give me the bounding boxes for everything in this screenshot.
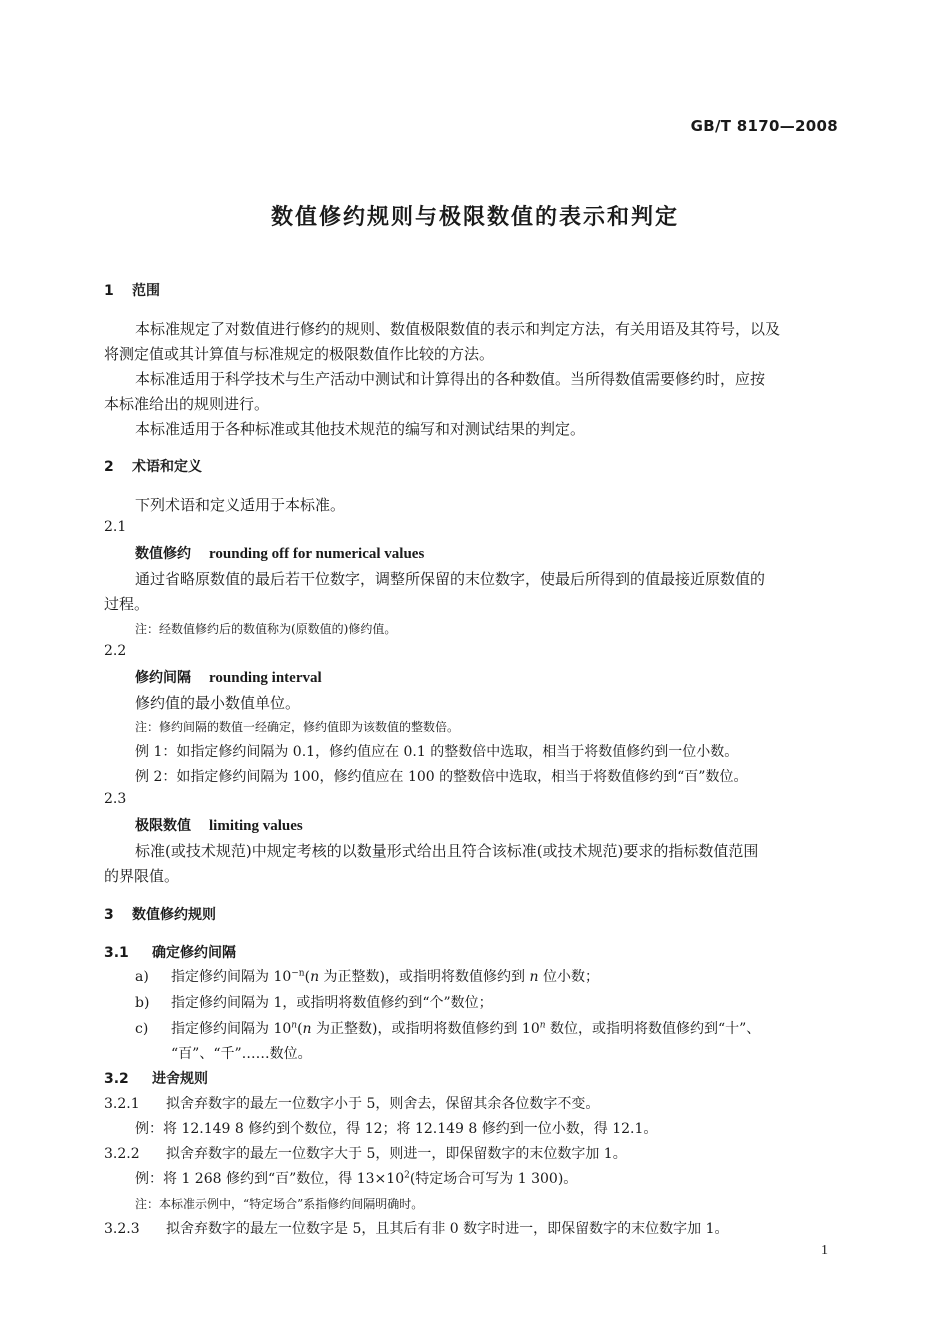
page-title: 数值修约规则与极限数值的表示和判定: [270, 205, 679, 230]
subsection-3-2-heading: [104, 1068, 208, 1088]
rule-number: 3.2.2: [104, 1146, 140, 1162]
page-number: 1: [821, 1243, 828, 1258]
subsection-title: 确定修约间隔: [152, 945, 236, 961]
term-number: 2.2: [104, 643, 127, 659]
list-item-c-continued: “百”、“千”……数位。: [171, 1046, 312, 1062]
section-number: 2: [104, 459, 114, 475]
term-zh: 修约间隔: [135, 670, 191, 686]
section-title: 数值修约规则: [132, 907, 216, 923]
subsection-title: 进舍规则: [152, 1071, 208, 1087]
section-3-heading: [104, 904, 216, 924]
definition: 通过省略原数值的最后若干位数字，调整所保留的末位数字，使最后所得到的值最接近原数值的: [135, 570, 766, 588]
list-item-b: b) 指定修约间隔为 1，或指明将数值修约到“个”数位；: [135, 995, 493, 1011]
rule-3-2-1: 3.2.1 拟舍弃数字的最左一位数字小于 5，则舍去，保留其余各位数字不变。: [104, 1096, 600, 1112]
subsection-number: 3.1: [104, 945, 129, 961]
rule-number: 3.2.1: [104, 1096, 140, 1112]
subsection-number: 3.2: [104, 1071, 129, 1087]
example: 例 1：如指定修约间隔为 0.1，修约值应在 0.1 的整数倍中选取，相当于将数值修约到一位小数。: [135, 744, 739, 760]
term-en: rounding interval: [209, 670, 322, 686]
subsection-3-1-heading: [104, 942, 236, 962]
paragraph: 下列术语和定义适用于本标准。: [135, 496, 346, 514]
term-en: limiting values: [209, 818, 303, 834]
section-title: 术语和定义: [132, 459, 202, 475]
note: 注：修约间隔的数值一经确定，修约值即为该数值的整数倍。: [135, 720, 460, 734]
example: 例：将 12.149 8 修约到个数位，得 12；将 12.149 8 修约到一位小数，得 12.1。: [135, 1121, 658, 1137]
definition: 修约值的最小数值单位。: [135, 694, 301, 712]
note: 注：本标准示例中，“特定场合”系指修约间隔明确时。: [135, 1197, 424, 1211]
term-zh: 极限数值: [135, 818, 191, 834]
section-title: 范围: [132, 283, 160, 299]
term-number: 2.1: [104, 519, 127, 535]
section-1-heading: [104, 280, 160, 300]
list-marker: b): [135, 995, 150, 1011]
list-item-c: c) 指定修约间隔为 10$^n$(n 为正整数)，或指明将数值修约到 10$^n$ 数位，或指明将数值修约到“十”、: [135, 1020, 761, 1037]
list-marker: a): [135, 969, 149, 985]
paragraph: 本标准给出的规则进行。: [104, 395, 270, 413]
paragraph: 将测定值或其计算值与标准规定的极限数值作比较的方法。: [104, 345, 495, 363]
definition: 标准(或技术规范)中规定考核的以数量形式给出且符合该标准(或技术规范)要求的指标数值范围: [135, 842, 759, 860]
paragraph: 本标准规定了对数值进行修约的规则、数值极限数值的表示和判定方法，有关用语及其符号，以及: [135, 320, 781, 338]
list-marker: c): [135, 1021, 149, 1037]
section-2-heading: [104, 456, 202, 476]
standard-code: GB/T 8170—2008: [690, 117, 838, 135]
term-entry: [135, 815, 303, 835]
section-number: 3: [104, 907, 114, 923]
term-entry: [135, 543, 424, 563]
term-zh: 数值修约: [135, 546, 191, 562]
list-item-a: a) 指定修约间隔为 $10^{-n}(n$ 为正整数)，或指明将数值修约到 n 位小数；: [135, 968, 599, 985]
section-number: 1: [104, 283, 114, 299]
rule-number: 3.2.3: [104, 1221, 140, 1237]
paragraph: 本标准适用于科学技术与生产活动中测试和计算得出的各种数值。当所得数值需要修约时，应按: [135, 370, 766, 388]
rule-3-2-3: 3.2.3 拟舍弃数字的最左一位数字是 5，且其后有非 0 数字时进一，即保留数字的末位数字加 1。: [104, 1221, 729, 1237]
rule-3-2-2: 3.2.2 拟舍弃数字的最左一位数字大于 5，则进一，即保留数字的末位数字加 1。: [104, 1146, 627, 1162]
paragraph: 本标准适用于各种标准或其他技术规范的编写和对测试结果的判定。: [135, 420, 586, 438]
example: 例：将 1 268 修约到“百”数位，得 $13\times 10^2$(特定场合可写为 1 300)。: [135, 1170, 578, 1187]
note: 注：经数值修约后的数值称为(原数值的)修约值。: [135, 622, 397, 636]
definition: 过程。: [104, 595, 150, 613]
term-entry: [135, 667, 322, 687]
term-en: rounding off for numerical values: [209, 546, 425, 562]
definition: 的界限值。: [104, 867, 180, 885]
term-number: 2.3: [104, 791, 127, 807]
example: 例 2：如指定修约间隔为 100，修约值应在 100 的整数倍中选取，相当于将数值修约到“百”数位。: [135, 769, 748, 785]
